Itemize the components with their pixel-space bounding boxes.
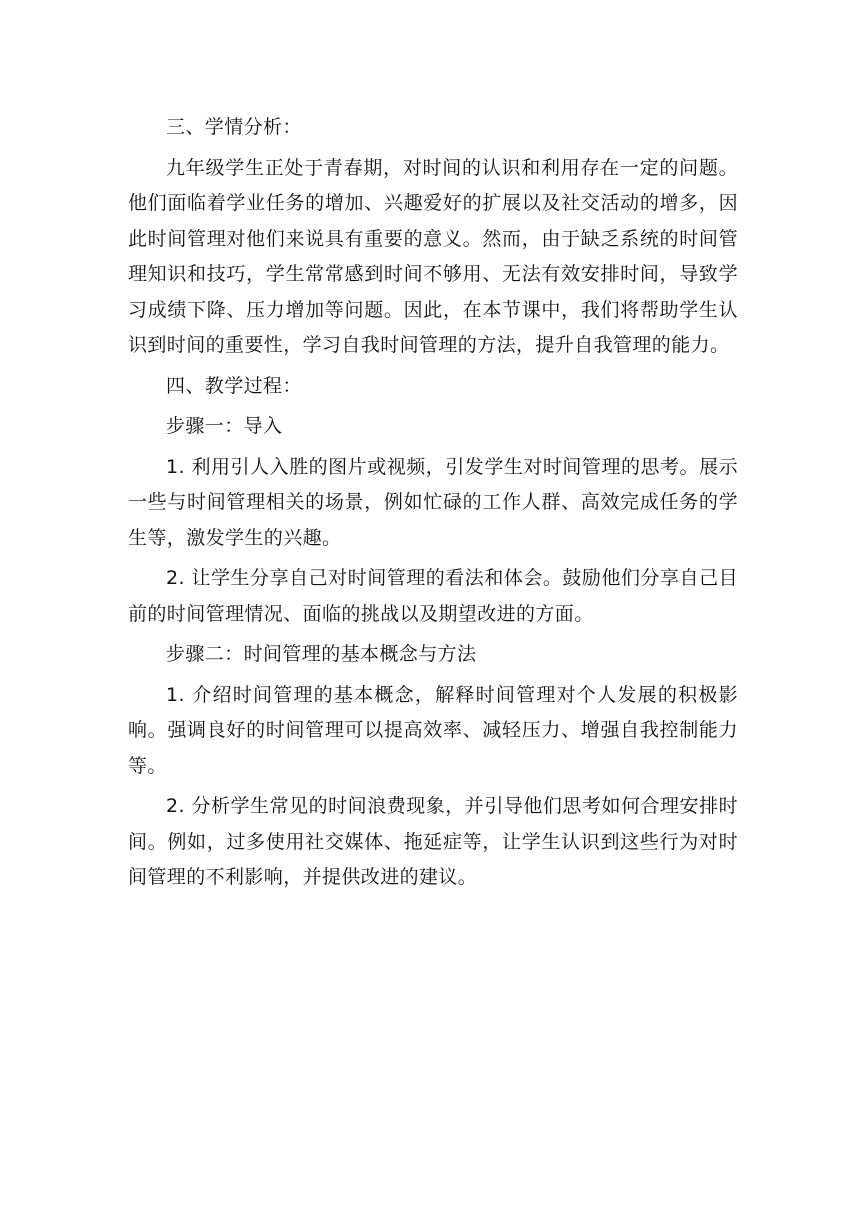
document-body [128, 110, 738, 896]
list-item-step1-1: 1. 利用引人入胜的图片或视频，引发学生对时间管理的思考。展示一些与时间管理相关的场景，例如忙碌的工作人群、高效完成任务的学生等，激发学生的兴趣。 [128, 455, 738, 549]
list-item-step2-2: 2. 分析学生常见的时间浪费现象，并引导他们思考如何合理安排时间。例如，过多使用社交媒体、拖延症等，让学生认识到这些行为对时间管理的不利影响，并提供改进的建议。 [128, 795, 738, 888]
list-item-step1-2: 2. 让学生分享自己对时间管理的看法和体会。鼓励他们分享自己目前的时间管理情况、面临的挑战以及期望改进的方面。 [128, 567, 738, 625]
step-heading-basic-concepts: 步骤二：时间管理的基本概念与方法 [166, 643, 477, 665]
section-heading-teaching-process: 四、教学过程： [166, 374, 302, 397]
paragraph-learner-analysis: 九年级学生正处于青春期，对时间的认识和利用存在一定的问题。他们面临着学业任务的增加、兴趣爱好的扩展以及社交活动的增多，因此时间管理对他们来说具有重要的意义。然而，由于缺乏系统的时间管理知识和技巧，学生常常感到时间不够用、无法有效安排时间，导致学习成绩下降、压力增加等问题。因此，在本节课中，我们将帮助学生认识到时间的重要性，学习自我时间管理的方法，提升自我管理的能力。 [128, 156, 738, 356]
section-heading-learner-analysis: 三、学情分析： [166, 116, 302, 138]
step-heading-introduction: 步骤一：导入 [166, 415, 283, 437]
list-item-step2-1: 1. 介绍时间管理的基本概念，解释时间管理对个人发展的积极影响。强调良好的时间管理可以提高效率、减轻压力、增强自我控制能力等。 [128, 683, 738, 777]
